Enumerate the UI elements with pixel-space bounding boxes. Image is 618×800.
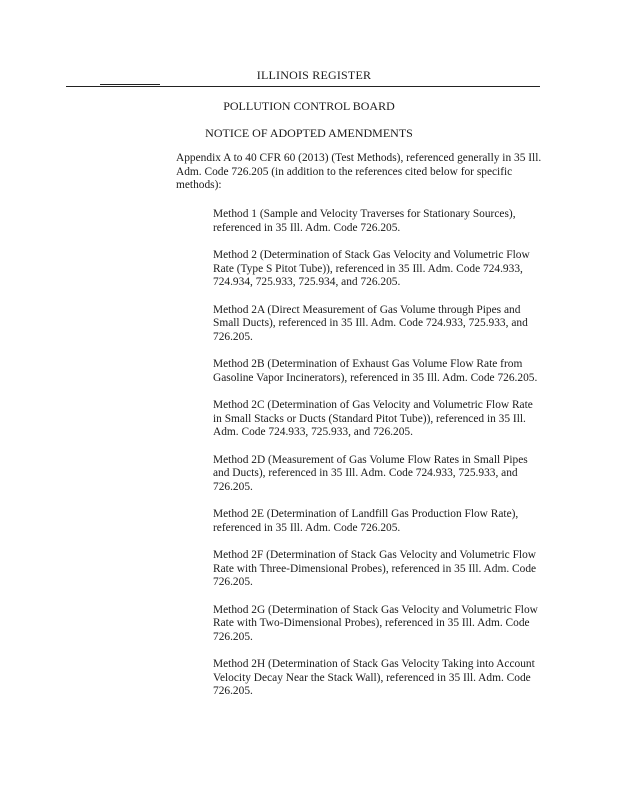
method-item: Method 2H (Determination of Stack Gas Velocity Taking into Account Velocity Decay Near the Stack Wall), referenced in 35 Ill. Adm. Code 726.205. [213, 658, 535, 697]
method-item: Method 2C (Determination of Gas Velocity and Volumetric Flow Rate in Small Stacks or Ducts (Standard Pitot Tube)), referenced in 35 Ill. Adm. Code 724.933, 725.933, and 726.205. [213, 399, 533, 438]
register-header [0, 66, 618, 84]
method-item: Method 2B (Determination of Exhaust Gas Volume Flow Rate from Gasoline Vapor Incinerators), referenced in 35 Ill. Adm. Code 726.205. [213, 358, 538, 384]
method-item: Method 2D (Measurement of Gas Volume Flow Rates in Small Pipes and Ducts), referenced in 35 Ill. Adm. Code 724.933, 725.933, and 726.205. [213, 453, 528, 493]
intro-paragraph: Appendix A to 40 CFR 60 (2013) (Test Methods), referenced generally in 35 Ill. Adm. Code 726.205 (in addition to the references cited below for specific methods): [176, 152, 542, 191]
method-item: Method 2F (Determination of Stack Gas Velocity and Volumetric Flow Rate with Three-Dimensional Probes), referenced in 35 Ill. Adm. Code 726.205. [213, 549, 537, 588]
header-rule [66, 86, 540, 87]
method-item: Method 2 (Determination of Stack Gas Velocity and Volumetric Flow Rate (Type S Pitot Tube)), referenced in 35 Ill. Adm. Code 724.933, 724.934, 725.933, 725.934, and 726.205. [213, 249, 530, 288]
notice-title: NOTICE OF ADOPTED AMENDMENTS [205, 126, 413, 140]
method-item: Method 1 (Sample and Velocity Traverses for Stationary Sources), referenced in 35 Ill. Adm. Code 726.205. [213, 208, 516, 234]
method-item: Method 2G (Determination of Stack Gas Velocity and Volumetric Flow Rate with Two-Dimensional Probes), referenced in 35 Ill. Adm. Code 726.205. [213, 603, 538, 643]
method-item: Method 2E (Determination of Landfill Gas Production Flow Rate), referenced in 35 Ill. Adm. Code 726.205. [213, 508, 519, 534]
method-item: Method 2A (Direct Measurement of Gas Volume through Pipes and Small Ducts), referenced in 35 Ill. Adm. Code 724.933, 725.933, and 726.205. [213, 303, 528, 343]
board-title: POLLUTION CONTROL BOARD [223, 99, 395, 113]
methods-list [213, 208, 543, 713]
register-title: ILLINOIS REGISTER [256, 68, 372, 82]
header-rule-accent [100, 84, 160, 85]
